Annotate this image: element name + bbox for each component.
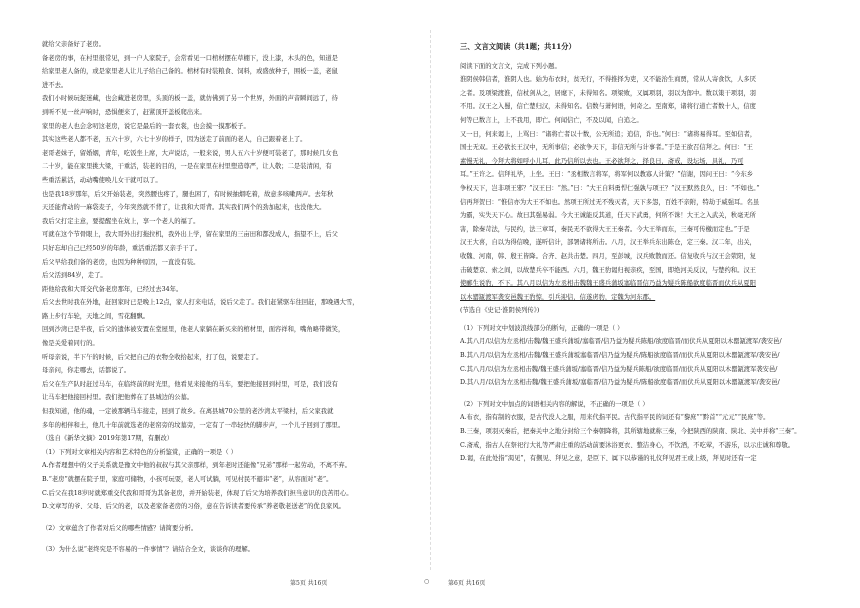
- paragraph: 何等已数言上，上不我用，即亡。何闻信亡，不及以闻，自追之。: [460, 116, 643, 124]
- paragraph: 淮阴侯韩信者，淮阴人也。始为布衣时，贫无行，不得推择为吏，又不能治生商贾，常从人寄食饮，人多厌: [460, 76, 756, 84]
- section-heading: 三、文言文阅读（共1题；共11分）: [460, 42, 576, 51]
- paragraph: 信再拜贺曰：“惟信亦为大王不如也。然项王所过无不残灭者，天下多怨，百姓不亲附，特劫于威强耳。名虽: [460, 198, 760, 206]
- paragraph: 争权天下，岂非项王邪？”汉王曰：“然。”曰：“大王自料勇悍仁强孰与项王？”汉王默然良久，曰：“不如也。”: [460, 184, 760, 192]
- question-3: （3）为什么说“老终究是不容易的一件事情”？请结合全文，谈谈你的理解。: [42, 546, 254, 554]
- option-a[interactable]: A.作者理想中的父子关系就是豫文中他的叔叔与其父亲那样，到年老时还能像“兄弟”那样一起劳动，不离不弃。: [42, 462, 351, 470]
- paragraph: 后父活到84岁，走了。: [42, 272, 107, 280]
- option-a[interactable]: A.布衣，指有制的衣服，是古代没人之服，用来代指平民。古代指平民的词还有“黎庶”“黔首”“元元”“民庶”等。: [460, 414, 770, 422]
- paragraph: 让马车把他接回村里。我们把他葬在了县城边的公墓。: [42, 394, 194, 402]
- option-d[interactable]: D.其八月/以信为左丞相击魏/魏王盛兵蒲坂/塞临晋/信乃益为疑兵/陈船欲度临晋/而伏兵从夏阳以木罂缻渡军/袭安邑/: [460, 379, 780, 387]
- paragraph: 不用。汉王之入蜀，信亡楚归汉，未得知名。信数与萧何语，何奇之。至南郑，诸将行道亡者数十人，信度: [460, 103, 756, 111]
- paragraph: 又一日，何来谒上，上骂曰：“诸将亡者以十数，公无所追；追信，诈也。”何曰：“诸将易得耳。至如信者，: [460, 130, 757, 138]
- paragraph: 可就在这个节骨眼上，我大哥外出打拖拉机，我外出上学，留在家里的三亩田和都没成人，指望不上，后父: [42, 231, 338, 239]
- question-2: （2）下列对文中加点的词语相关内容的解说，不正确的一项是（ ）: [460, 400, 649, 408]
- paragraph: 就给父亲备好了老房。: [42, 41, 105, 48]
- question-2: （2）文章蕴含了作者对后父的哪些情感？请简要分析。: [42, 524, 198, 532]
- paragraph: 但我知道，他的魂，一定被那辆马车接走，回到了故乡。在离县城70公里的老沙湾太平梁村，后父家我就: [42, 408, 334, 416]
- paragraph: 我们小时候玩捉迷藏，也会藏进老房里，头顶的板一盖，就仿佛到了另一个世界，外面的声音瞬间远了，待: [42, 95, 338, 103]
- paragraph: 之者。及项梁渡淮，信杖剑从之，居麾下，未得知名。项梁败，又属项羽，羽以为郎中。数以策干项羽，羽: [460, 89, 756, 97]
- paragraph: 路上步行车轮，天地之间，雪花翻飘。: [42, 312, 150, 320]
- paragraph: 耳。”王许之。信拜礼毕，上坐。王曰：“丞相数言将军，将军何以教寡人计策？”信谢，因问王曰：“今东乡: [460, 171, 754, 179]
- paragraph: 后父在生产队时赶过马车，在临终前的时光里，他看见来接他的马车，要把他接回到村里，可是，我们没有: [42, 380, 338, 388]
- paragraph: 也是我18岁那年，后父开始装老，突然腰也疼了，腿也困了，有时候抽烟吃着，故意多咳嗽两声。去年秋: [42, 190, 334, 198]
- option-c[interactable]: C.后父在我18岁时就郑重交代我和哥哥为其备老房，并开始装老，体现了后父为培养我们担当意识的良苦用心。: [42, 489, 353, 497]
- paragraph: 距他给我和大哥交代备老房那年，已经过去34年。: [42, 285, 183, 293]
- option-c[interactable]: C.其八月/以信为左丞相击魏/魏王盛兵蒲坂/塞临晋/信乃益为疑兵陈船/欲度临晋/而伏兵从夏阳以木罂缻渡军袭安邑/: [460, 365, 778, 373]
- option-d[interactable]: D.文章写的爷、父母、后父的老，以及老家备老房的习俗，意在告诉读者要传承“养老敬老送老”的优良家风。: [42, 503, 345, 511]
- paragraph: 我后父打定主意，要提醒坐在炕上，享一个老人的福了。: [42, 217, 200, 225]
- paragraph: 母亲问，你走哪去，话都说了。: [42, 367, 131, 375]
- paragraph: 家里的老人也会念叨这老房，说它是最后的一套衣裳，也会摸一摸那板子。: [42, 122, 250, 130]
- option-d[interactable]: D.谒，在此处指“渴见”，有觐见、拜见之意，是臣下、属下以恭谨的礼仪拜见君王或上级，拜见时还有一定: [460, 455, 757, 463]
- paragraph: 只好忘却自己已经50岁的年龄，重活重活都又亲手干了。: [42, 244, 202, 252]
- source-note: (节选自《史记·淮阴侯列传》): [460, 307, 540, 315]
- right-column: [460, 40, 840, 466]
- paragraph: 收魏、河南，韩、殷王皆降。合齐、赵共击楚。四月，至彭城，汉兵败散而还。信复收兵与汉王会荥阳，复: [460, 252, 756, 260]
- paragraph: 到听不见一丝声响时，恐惧便来了，赶紧顶开盖板爬出来。: [42, 108, 206, 116]
- paragraph: 老哥老妹子，留婚姻，青年，吃饭坐上席，大声说话，一般来说，男人五六十岁便可装老了，那时候几女也: [42, 149, 338, 157]
- question-1: （1）下列对文中划波浪线部分的断句，正确的一项是（ ）: [460, 324, 624, 332]
- paragraph: 给家里老人备的，或是家里老人让儿子给自己备的。棺材有时装粮食、饲料，或盛放种子，围板一盖，老鼠: [42, 68, 338, 76]
- page-number-left: 第5页 共16页: [290, 580, 328, 587]
- option-a[interactable]: A.其八月/以信为左丞相/击魏/魏王盛兵蒲坂/塞临晋/信乃益为疑兵陈船/欲度临晋/而伏兵从夏阳以木罂缻渡军/袭安邑/: [460, 338, 782, 346]
- option-b[interactable]: B.三秦，项羽灭秦后，把秦关中之地分封给三个秦朝降将，其所辖地就称三秦，今把陕西的陕南、陕北、关中并称“三秦”。: [460, 428, 801, 436]
- paragraph: 害，除秦苛法，与民约，法三章耳，秦民无不欲得大王王秦者。今大王举而东，三秦可传檄而定也。”于是: [460, 225, 750, 233]
- left-column: [42, 38, 422, 557]
- paragraph: 国士无双。王必欲长王汉中，无所事信；必欲争天下，非信无所与计事者。”于是王欲召信拜之。何曰：“王: [460, 144, 753, 152]
- paragraph: 后父去世时我在外地，赶回家时已是晚上12点，家人打来电话，说后父走了。我们赶紧驱车往回赶，那晚遇大雪，: [42, 299, 359, 307]
- option-c[interactable]: C.斋戒，指古人在祭祀行大礼等严肃庄重的活动前要沐浴更衣、整洁身心，不饮酒，不吃荤，不游乐，以示庄诚和尊敬。: [460, 441, 795, 449]
- paragraph: 天还能背动的一麻袋麦子，今年突然就不背了，让我和大哥背。其实我们两个的劲加起来，也没他大。: [42, 204, 326, 212]
- paragraph: 像是关爱着同行的。: [42, 340, 99, 348]
- underlined-passage: 素慢无礼，今拜大将如呼小儿耳，此乃信所以去也。王必欲拜之，择良日，斋戒，设坛场，具礼，乃可: [460, 157, 744, 165]
- paragraph: 其实这些老人都不老，五六十岁，六七十岁的样子，因为送走了前面的老人，自己跟着老上了。: [42, 136, 307, 144]
- paragraph: 汉王大喜，自以为得信晚，遂听信计，部署诸将所击。八月，汉王举兵东出陈仓，定三秦。汉二年，出关，: [460, 239, 756, 247]
- option-b[interactable]: B.其八月/以信为左丞相/击魏/魏王盛兵蒲坂塞临晋/信乃益为疑兵/陈船欲度临晋/而伏兵从夏阳以木罂缻渡军/袭安邑/: [460, 352, 780, 360]
- question-1: （1）下列对文章相关内容和艺术特色的分析鉴赏，正确的一项是（ ）: [42, 448, 237, 456]
- paragraph: 多年的相伴和土，他几十年前就选老的老窑旁的坟墓旁，一定有了一串轻快的脚步声，一个儿子回到了那里。: [42, 421, 345, 429]
- paragraph: 后父早给我们备的老房，也因为种种原因，一直没有装。: [42, 258, 200, 266]
- paragraph: 些重活累活，动动嘴使唤儿女干就可以了。: [42, 176, 162, 184]
- paragraph: 进不去。: [42, 81, 68, 89]
- paragraph: 击破楚京、索之间，以故楚兵卒不能西。六月，魏王豹谒归视亲疾，至国，即绝河关反汉，与楚约和。汉王: [460, 266, 756, 274]
- source-note: （选自《新华文摘》2019年第17期，有删改）: [42, 435, 174, 443]
- instruction: 阅读下面的文言文，完成下列小题。: [460, 62, 561, 70]
- paragraph: 备老房的事，在村里很常见，到一户人家院子，会常看见一口棺材摆在草棚下，没上漆，木头的色，知道是: [42, 54, 338, 62]
- option-b[interactable]: B.“老房”就摆在院子里，家庭可储物，小孩可玩耍，老人可试躺，可见村民不避讳“老”，从容面对“老”。: [42, 476, 333, 483]
- page-number-right: 第6页 共16页: [448, 580, 486, 587]
- center-mark-icon: ○: [424, 578, 430, 585]
- column-divider: [430, 30, 431, 570]
- paragraph: 二十岁，能在家里挑大梁，干重活，装老的目的，一是在家里在村里塑造尊严，让人敬；二是装清闲，有: [42, 163, 332, 171]
- wavy-underlined-passage: 使郦生说豹，不下。其八月以信为左丞相击魏魏王盛兵蒲坂塞临晋信乃益为疑兵陈船欲度临晋而伏兵从夏阳: [460, 280, 756, 288]
- wavy-underlined-passage: 以木罂缻渡军袭安邑魏王豹惊，引兵迎信，信遂虏豹，定魏为河东郡。: [460, 293, 656, 301]
- paragraph: 回到沙湾已是半夜，后父的遗体被安置在堂屋里，他老人家躺在新买来的棺材里，面容祥和，嘴角略带微笑，: [42, 326, 345, 334]
- paragraph: 听母亲说，半下午的时候，后父把自己的衣物全收拾起来，打了包，说要走了。: [42, 353, 263, 361]
- paragraph: 为霸，实失天下心。故曰其强易弱。今大王诚能反其道，任天下武勇，何所不诛！大王之入武关，秋毫无所: [460, 212, 756, 220]
